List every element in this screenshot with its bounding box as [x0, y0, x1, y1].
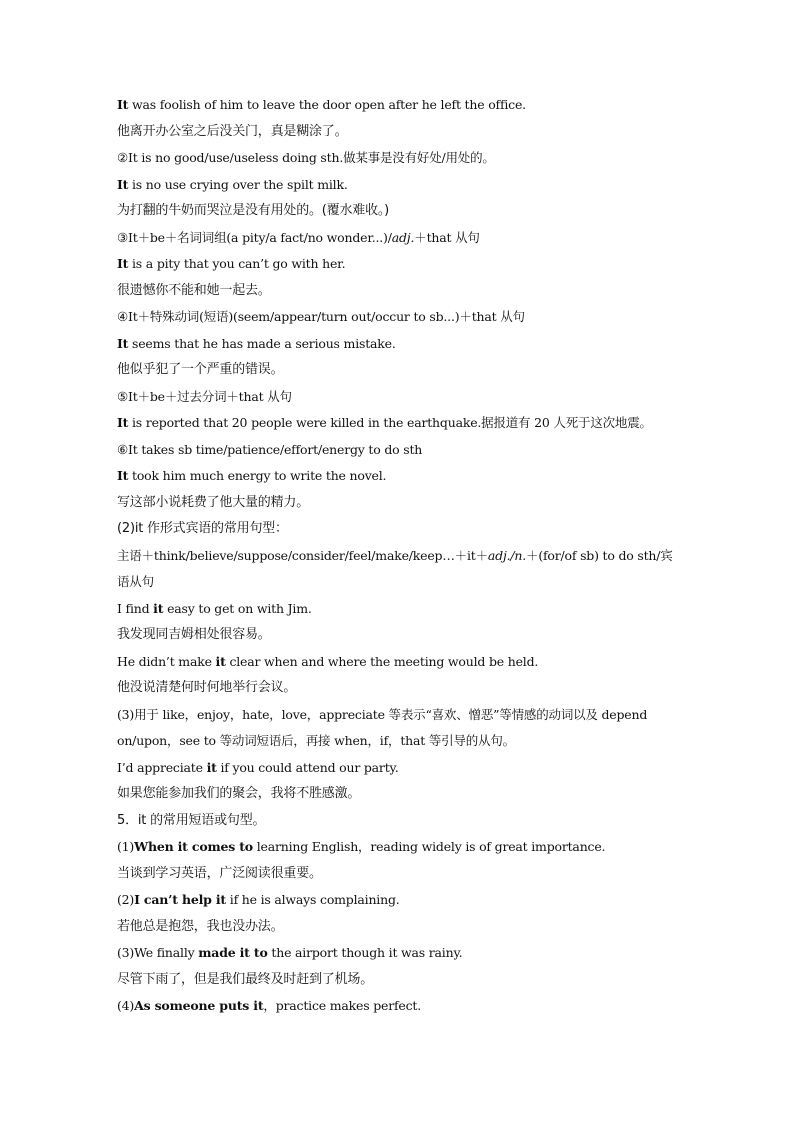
key-phrase: I can’t help it	[134, 892, 226, 907]
sentence-number: (2)	[117, 892, 135, 907]
pattern-text-end: ＋that 从句	[414, 229, 480, 245]
example-sentence	[117, 172, 682, 199]
pattern-italic: adj./n.	[487, 547, 527, 563]
pattern-text: 主语＋think/believe/suppose/consider/feel/make/keep…＋it＋	[117, 547, 488, 563]
sentence-text: (3)We finally	[117, 945, 199, 960]
sentence-text: took him much energy to write the novel.	[128, 468, 387, 483]
pattern-heading: ②It is no good/use/useless doing sth.做某事是没有好处/用处的。	[117, 150, 495, 165]
sentence-text-end: the airport though it was rainy.	[267, 945, 463, 960]
sentence-text-end: learning English，reading widely is of great importance.	[252, 839, 606, 854]
translation: 如果您能参加我们的聚会，我将不胜感激。	[117, 786, 361, 801]
keyword-it: It	[117, 415, 129, 430]
example-sentence	[117, 755, 682, 782]
example-sentence	[117, 251, 682, 278]
keyword-it: It	[117, 176, 129, 192]
sentence-text: I find	[117, 600, 154, 616]
pattern-text: ③It＋be＋名词词组(a pity/a fact/no wonder...)/	[117, 229, 392, 245]
sentence-text: seems that he has made a serious mistake.	[128, 335, 396, 351]
document-body	[117, 92, 682, 1020]
translation: 他离开办公室之后没关门，真是糊涂了。	[117, 123, 348, 139]
key-phrase: As someone puts it	[134, 998, 264, 1013]
key-phrase: made it to	[198, 945, 268, 960]
example-sentence	[117, 463, 682, 490]
pattern-heading: ⑥It takes sb time/patience/effort/energy to do sth	[117, 441, 423, 457]
sentence-text: was foolish of him to leave the door open after he left the office.	[128, 97, 526, 112]
translation: 尽管下雨了，但是我们最终及时赶到了机场。	[117, 971, 374, 987]
translation: 当谈到学习英语，广泛阅读很重要。	[117, 865, 322, 881]
example-sentence	[117, 649, 682, 676]
sentence-text-end: ，practice makes perfect.	[263, 998, 421, 1013]
keyword-it: It	[117, 335, 129, 351]
keyword-it: It	[117, 468, 129, 483]
sentence-text-end: if he is always complaining.	[226, 892, 400, 907]
translation: 若他总是抱怨，我也没办法。	[117, 918, 284, 934]
keyword-it: It	[117, 97, 129, 112]
example-sentence	[117, 596, 682, 623]
keyword-it: it	[215, 653, 226, 669]
section-heading: (2)it 作形式宾语的常用句型：	[117, 521, 288, 536]
pattern-heading	[117, 543, 682, 596]
pattern-heading: ⑤It＋be＋过去分词＋that 从句	[117, 388, 292, 404]
sentence-text: He didn’t make	[117, 653, 216, 669]
example-sentence	[117, 993, 682, 1020]
sentence-text: is no use crying over the spilt milk.	[128, 176, 348, 192]
pattern-heading: ④It＋特殊动词(短语)(seem/appear/turn out/occur to sb...)＋that 从句	[117, 309, 525, 324]
sentence-text-end: easy to get on with Jim.	[163, 600, 312, 616]
sentence-number: (1)	[117, 839, 135, 854]
section-heading: (3)用于 like，enjoy，hate，love，appreciate 等表示“喜欢、憎恶”等情感的动词以及 depend on/upon，see to 等动词短语后，再接 when，if，that 等引导的从句。	[117, 706, 648, 748]
translation: 为打翻的牛奶而哭泣是没有用处的。(覆水难收。)	[117, 203, 390, 218]
translation: 很遗憾你不能和她一起去。	[117, 282, 271, 298]
sentence-text-end: if you could attend our party.	[216, 759, 399, 775]
key-phrase: When it comes to	[134, 839, 253, 854]
example-sentence	[117, 834, 682, 861]
pattern-text-end: ＋(for/of sb) to do sth/宾语从句	[117, 547, 673, 589]
example-sentence	[117, 940, 682, 967]
pattern-italic: adj.	[391, 229, 415, 245]
translation: 写这部小说耗费了他大量的精力。	[117, 494, 310, 510]
pattern-heading	[117, 225, 682, 252]
sentence-text: is reported that 20 people were killed in the earthquake.据报道有 20 人死于这次地震。	[128, 415, 652, 430]
section-heading: 5．it 的常用短语或句型。	[117, 812, 266, 828]
sentence-number: (4)	[117, 998, 135, 1013]
sentence-text-end: clear when and where the meeting would be held.	[225, 653, 539, 669]
example-sentence	[117, 92, 682, 119]
keyword-it: it	[206, 759, 217, 775]
translation: 我发现同吉姆相处很容易。	[117, 627, 271, 642]
translation: 他没说清楚何时何地举行会议。	[117, 680, 297, 695]
sentence-text: is a pity that you can’t go with her.	[128, 256, 346, 271]
example-sentence	[117, 887, 682, 914]
example-sentence	[117, 331, 682, 358]
example-sentence	[117, 410, 682, 437]
translation: 他似乎犯了一个严重的错误。	[117, 362, 284, 377]
keyword-it: it	[153, 600, 164, 616]
keyword-it: It	[117, 256, 129, 271]
sentence-text: I’d appreciate	[117, 759, 207, 775]
